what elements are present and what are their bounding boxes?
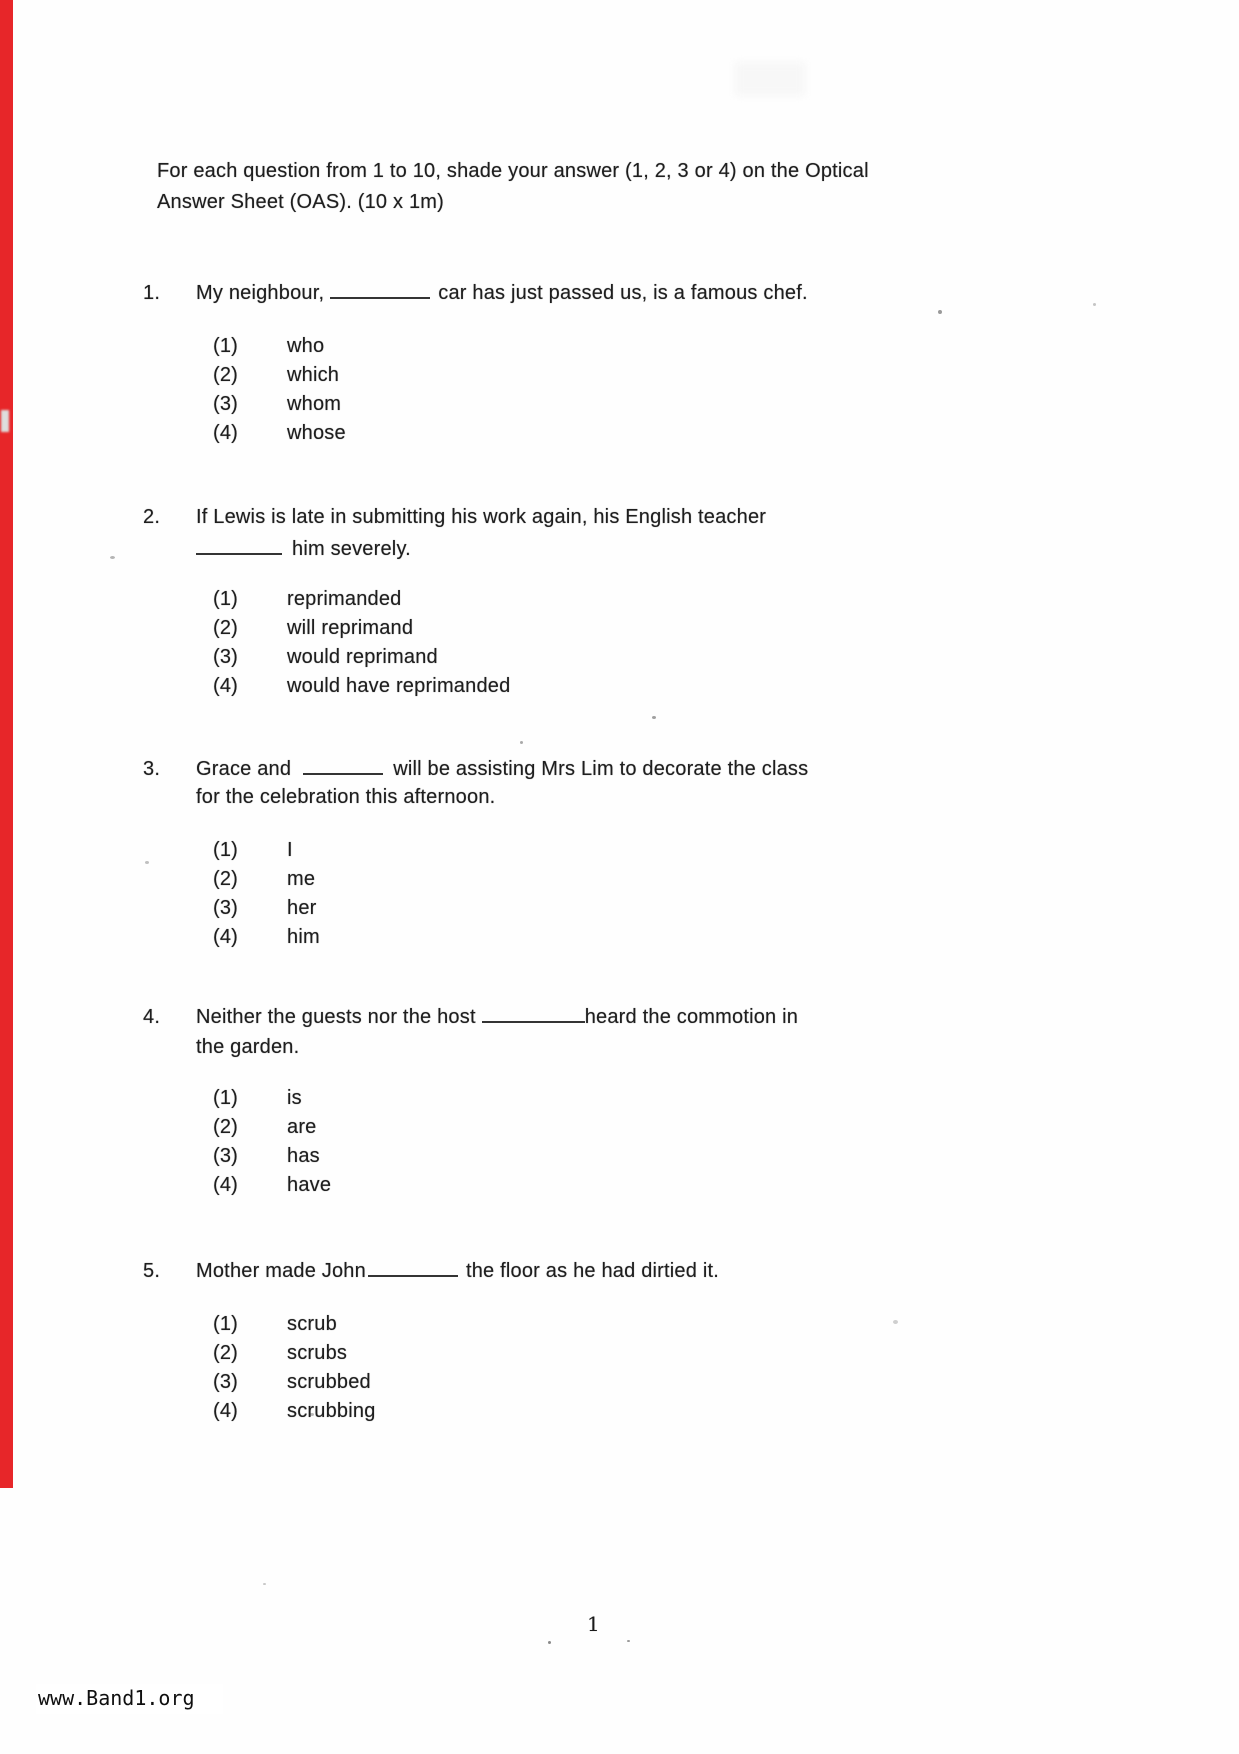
question-number: 4. [143,1006,161,1028]
option-marker: (1) [213,588,239,610]
question-sentence-line-2: for the celebration this afternoon. [196,786,496,808]
answer-blank [368,1258,458,1277]
option [213,1084,1123,1113]
option-marker: (4) [213,1174,239,1196]
option-text: who [287,335,325,357]
option [213,1142,1123,1171]
option-text: I [287,839,293,861]
question-2-options [213,585,1123,701]
option-text: him [287,926,320,948]
option-marker: (1) [213,1313,239,1335]
question-sentence-line-2: the garden. [196,1036,300,1058]
option-marker: (3) [213,646,239,668]
option-text: which [287,364,340,386]
option-marker: (2) [213,617,239,639]
question-2 [143,504,1123,701]
instructions-line-2: Answer Sheet (OAS). (10 x 1m) [157,191,445,213]
watermark: www.Band1.org [36,1684,223,1714]
question-number: 5. [143,1260,161,1282]
option [213,672,1123,701]
question-number: 1. [143,282,161,304]
option-marker: (2) [213,364,239,386]
question-sentence: If Lewis is late in submitting his work again, his English teacher [196,506,767,528]
option-text: are [287,1116,317,1138]
option-text: is [287,1087,302,1109]
option [213,361,1123,390]
option-text: will reprimand [287,617,414,639]
option-text: has [287,1145,320,1167]
option [213,419,1123,448]
question-sentence-line-2: him severely. [196,536,1123,562]
option [213,1113,1123,1142]
option [213,836,1123,865]
question-sentence: Neither the guests nor the host heard the commotion in [196,1006,799,1028]
question-5-text [143,1258,1123,1284]
option-marker: (4) [213,675,239,697]
question-4-text [143,1004,1123,1030]
scan-speck [520,741,523,744]
question-4 [143,1004,1123,1200]
option-marker: (4) [213,422,239,444]
question-1-text [143,280,1123,306]
scan-speck [263,1583,266,1585]
option-marker: (3) [213,393,239,415]
question-5 [143,1258,1123,1426]
question-number: 2. [143,506,161,528]
answer-blank [303,756,383,775]
option-marker: (2) [213,1342,239,1364]
option [213,332,1123,361]
option [213,643,1123,672]
scan-speck [652,716,656,719]
option [213,614,1123,643]
scan-smudge [1,410,9,432]
question-3-options [213,836,1123,952]
question-number: 3. [143,758,161,780]
answer-blank [196,536,282,555]
option-text: whom [287,393,342,415]
option-marker: (4) [213,926,239,948]
answer-blank [330,280,430,299]
option-text: would reprimand [287,646,438,668]
option-marker: (1) [213,335,239,357]
option-text: scrubbing [287,1400,376,1422]
question-4-options [213,1084,1123,1200]
answer-blank [482,1004,585,1023]
option [213,1397,1123,1426]
option-marker: (2) [213,868,239,890]
option-text: reprimanded [287,588,402,610]
option [213,923,1123,952]
option [213,1310,1123,1339]
question-2-text [143,504,1123,530]
question-sentence: My neighbour, car has just passed us, is a famous chef. [196,282,808,304]
option [213,865,1123,894]
option [213,585,1123,614]
option-text: me [287,868,316,890]
option-marker: (3) [213,1145,239,1167]
option [213,1368,1123,1397]
option [213,1339,1123,1368]
question-1 [143,280,1123,448]
option-text: whose [287,422,346,444]
option-marker: (1) [213,1087,239,1109]
option-text: would have reprimanded [287,675,511,697]
question-sentence: Mother made John the floor as he had dirtied it. [196,1260,719,1282]
option-text: her [287,897,317,919]
option-marker: (1) [213,839,239,861]
option [213,894,1123,923]
question-3 [143,756,1123,952]
scan-smudge [735,62,805,96]
option-marker: (2) [213,1116,239,1138]
option-text: scrubs [287,1342,348,1364]
red-edge-stripe [0,0,13,1488]
scan-speck [110,556,115,559]
option-text: scrubbed [287,1371,371,1393]
option [213,1171,1123,1200]
question-sentence: Grace and will be assisting Mrs Lim to decorate the class [196,758,809,780]
option-text: have [287,1174,332,1196]
question-1-options [213,332,1123,448]
option-marker: (3) [213,897,239,919]
instructions-line-1: For each question from 1 to 10, shade your answer (1, 2, 3 or 4) on the Optical [157,160,869,182]
question-3-text [143,756,1123,782]
option [213,390,1123,419]
scan-speck [548,1641,551,1644]
page-number: 1 [587,1612,600,1636]
option-marker: (4) [213,1400,239,1422]
option-marker: (3) [213,1371,239,1393]
option-text: scrub [287,1313,337,1335]
question-5-options [213,1310,1123,1426]
scan-speck [627,1640,630,1642]
instructions [157,156,997,218]
